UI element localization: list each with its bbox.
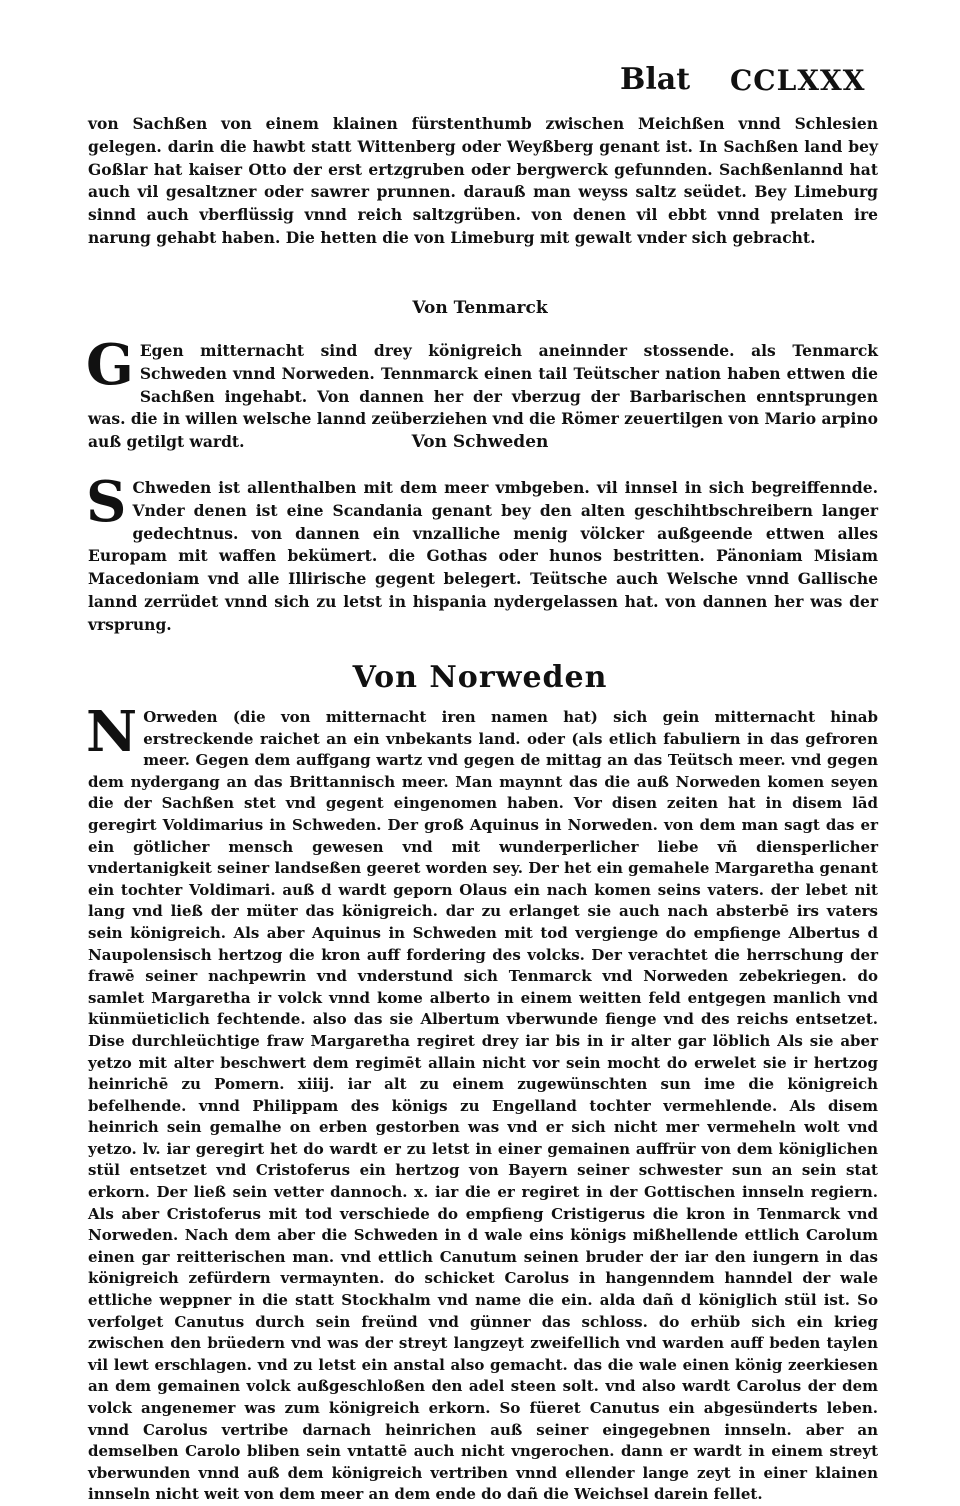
folio-word: Blat: [620, 62, 691, 97]
denmark-heading: Von Tenmarck: [412, 298, 548, 318]
sweden-paragraph: [86, 469, 878, 637]
sweden-text: Chweden ist allenthalben mit dem meer vmbgeben. vil innsel in sich begreiffennde. Vnder denen ist eine Scandania genant bey den alten geschihtbschreibern langer gedechtnus. von dannen ein vnzalliche menig völcker außgeende ettwen alles Europam mit waffen bekümert. die Gothas oder hunos bestritten. Pänoniam Misiam Macedoniam vnd alle Illirische gegent belegert. Teütsche auch Welsche vnnd Gallische lannd zerrüdet vnnd sich zu letst in hispania nydergelassen hat. von dannen her was der vrsprung.: [88, 478, 878, 634]
folio-number: CCLXXX: [730, 64, 866, 97]
norway-paragraph: [86, 699, 878, 1506]
sweden-heading: Von Schweden: [411, 432, 549, 452]
norway-heading: Von Norweden: [352, 660, 608, 695]
folio-header: [620, 62, 880, 102]
denmark-text: Egen mitternacht sind drey königreich aneinnder stossende. als Tenmarck Schweden vnnd Norweden. Tennmarck einen tail Teütscher nation haben ettwen die Sachßen ingehabt. Von dannen her der vberzug der Barbarischen enntsprungen was. die in willen welsche lannd zeüberziehen vnd die Römer zeuertilgen von Mario arpino auß getilgt wardt.: [88, 341, 878, 452]
norway-text: Orweden (die von mitternacht iren namen hat) sich gein mitternacht hinab erstreckende raichet an ein vnbekants land. oder (als etlich fabuliern in das gefroren meer. Gegen dem auffgang wartz vnd gegen de mittag an das Teütsch meer. vnd gegen dem nydergang an das Brittannisch meer. Man maynnt das die auß Norweden komen seyen die der Sachßen stet vnd gegent eingenomen haben. Vor disen zeiten hat in disem lād geregirt Voldimarius in Schweden. Der groß Aquinus in Norweden. von dem man sagt das er ein götlicher mensch gewesen vnd mit wunderperlicher liebe vñ diensperlicher vndertanigkeit seiner landseßen geeret worden sey. Der het ein gemahele Margaretha genant ein tochter Voldimari. auß d wardt geporn Olaus ein nach komen seins vaters. der lebet nit lang vnd ließ der müter das königreich. dar zu erlanget sie auch nach absterbē irs vaters sein königreich. Als aber Aquinus in Schweden mit tod vergienge do empfienge Albertus d Naupolensisch hertzog die kron auff fordering des volcks. Der verachtet die herrschung der frawē seiner nachpewrin vnd vnderstund sich Tenmarck vnd Norweden zebekriegen. do samlet Margaretha ir volck vnnd kome alberto in einem weitten feld entgegen manlich vnd künmüeticlich fechtende. also das sie Albertum vberwunde fienge vnd des reichs entsetzet. Dise durchleüchtige fraw Margaretha regiret drey iar bis in ir alter gar löblich Als sie aber yetzo mit alter beschwert dem regimēt allain nicht vor sein mocht do erwelet sie ir hertzog heinrichē zu Pomern. xiiij. iar alt zu einem zugewünschten sun ime die königreich befelhende. vnnd Philippam des königs zu Engelland tochter vermehlende. Als disem heinrich sein gemalhe on erben gestorben was vnd er sich nicht mer vermeheln wolt vnd yetzo. lv. iar geregirt het do wardt er zu letst in einer gemainen auffrür von dem königlichen stül entsetzet vnd Cristoferus ein hertzog von Bayern seiner schwester sun an sein stat erkorn. Der ließ sein vetter dannoch. x. iar die er regiret in der Gottischen innseln regiern. Als aber Cristoferus mit tod verschiede do empfieng Cristigerus die kron in Tenmarck vnd Norweden. Nach dem aber die Schweden in d wale eins königs mißhellende ettlich Carolum einen gar reitterischen man. vnd ettlich Canutum seinen bruder der iar den iungern in das königreich zefürdern vermaynten. do schicket Carolus in hangenndem hanndel der wale ettliche weppner in die statt Stockhalm vnd name die ein. alda dañ d königlich stül ist. So verfolget Canutus durch sein freünd vnd günner das schloss. do erhüb sich ein krieg zwischen den brüedern vnd was der streyt langzeyt zweifellich vnd warden auff beden taylen vil lewt erschlagen. vnd zu letst ein anstal also gemacht. das die wale einen könig zeerkiesen an dem gemainen volck außgeschloßen den adel steen solt. vnd also wardt Carolus der dem volck angenemer was zum königreich erkorn. So füeret Canutus ein abgesünderts leben. vnnd Carolus vertribe darnach heinrichen auß seiner eingegebnen innseln. aber an demselben Carolo bliben sein vntattē auch nicht vngerochen. dann er wardt in einem streyt vberwunden vnnd auß dem königreich vertriben vnnd ellender lange zeyt in einer klainen innseln nicht weit von dem meer an dem ende do dañ die Weichsel darein fellet.: [88, 708, 878, 1504]
sweden-initial: S: [86, 469, 127, 535]
denmark-initial: G: [86, 332, 134, 398]
norway-initial: N: [86, 699, 138, 765]
intro-paragraph: von Sachßen von einem klainen fürstenthumb zwischen Meichßen vnnd Schlesien gelegen. darin die hawbt statt Wittenberg oder Weyßberg genant ist. In Sachßen land bey Goßlar hat kaiser Otto der erst ertzgruben oder bergwerck gefunnden. Sachßenlannd hat auch vil gesaltzner oder sawrer prunnen. darauß man weyss saltz seüdet. Bey Limeburg sinnd auch vberflüssig vnnd reich saltzgrüben. von denen vil ebbt vnnd prelaten ire narung gehabt haben. Die hetten die von Limeburg mit gewalt vnder sich gebracht.: [88, 114, 878, 247]
